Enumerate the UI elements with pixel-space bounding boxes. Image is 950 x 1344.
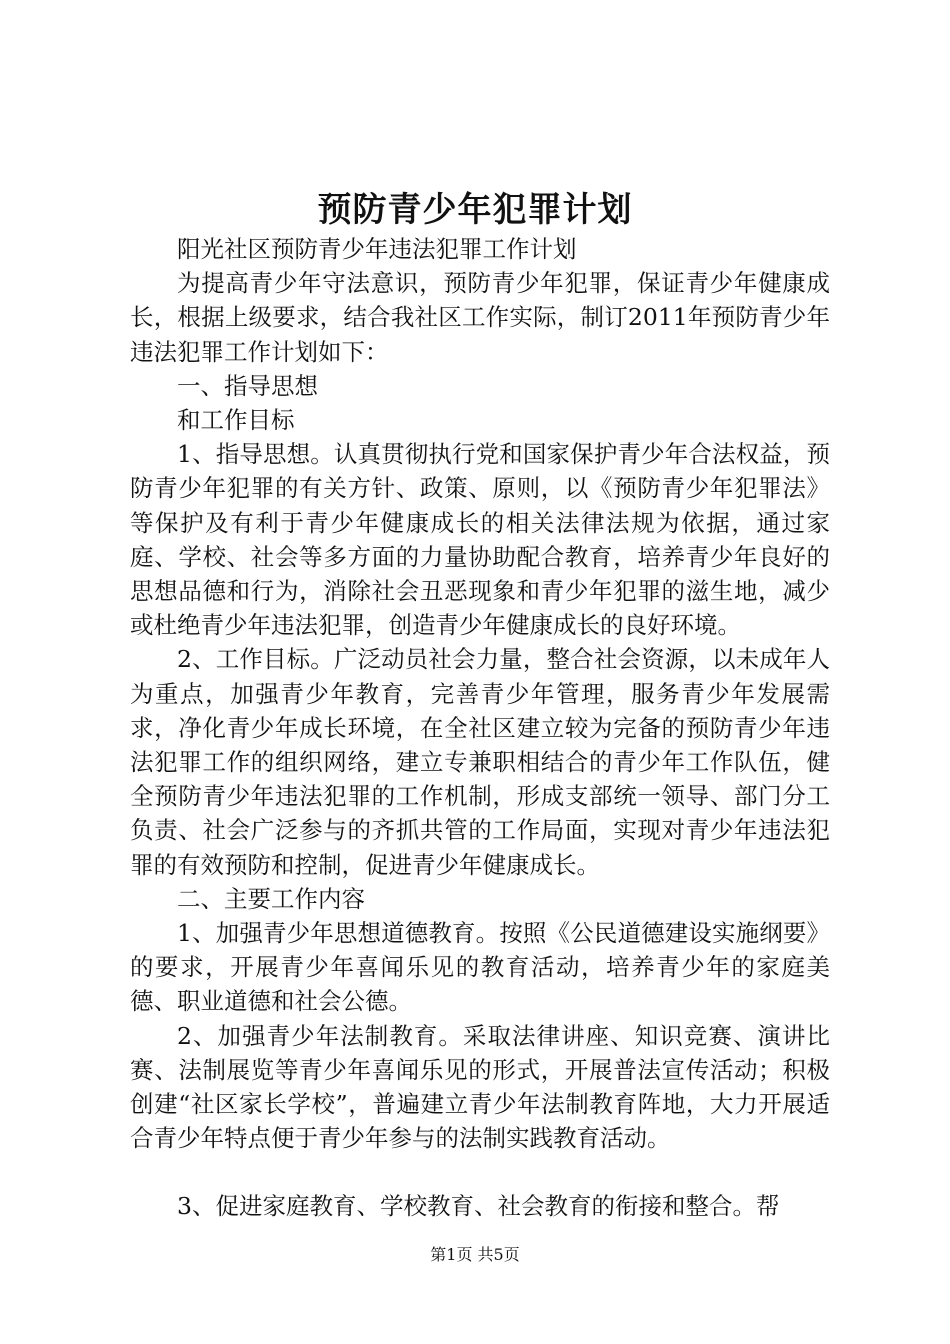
paragraph-intro: 为提高青少年守法意识，预防青少年犯罪，保证青少年健康成长，根据上级要求，结合我社区工作实际，制订2011年预防青少年违法犯罪工作计划如下： [130,269,830,366]
paragraph-legal-education: 2、加强青少年法制教育。采取法律讲座、知识竞赛、演讲比赛、法制展览等青少年喜闻乐见的形式，开展普法宣传活动；积极创建“社区家长学校”，普遍建立青少年法制教育阵地，大力开展适合青少年特点便于青少年参与的法制实践教育活动。 [130,1021,830,1153]
heading-work-goal: 和工作目标 [177,406,295,435]
paragraph-guiding-thought: 1、指导思想。认真贯彻执行党和国家保护青少年合法权益，预防青少年犯罪的有关方针、政策、原则，以《预防青少年犯罪法》等保护及有利于青少年健康成长的相关法律法规为依据，通过家庭、学校、社会等多方面的力量协助配合教育，培养青少年良好的思想品德和行为，消除社会丑恶现象和青少年犯罪的滋生地，减少或杜绝青少年违法犯罪，创造青少年健康成长的良好环境。 [130,440,830,640]
paragraph-subtitle: 阳光社区预防青少年违法犯罪工作计划 [177,235,577,263]
paragraph-education-integration: 3、促进家庭教育、学校教育、社会教育的衔接和整合。帮 [177,1192,780,1221]
paragraph-moral-education: 1、加强青少年思想道德教育。按照《公民道德建设实施纲要》的要求，开展青少年喜闻乐见的教育活动，培养青少年的家庭美德、职业道德和社会公德。 [130,919,830,1016]
page-footer: 第1页 共5页 [430,1245,520,1264]
heading-main-content: 二、主要工作内容 [177,884,365,913]
document-body [130,232,830,1224]
paragraph-work-goal: 2、工作目标。广泛动员社会力量，整合社会资源，以未成年人为重点，加强青少年教育，完善青少年管理，服务青少年发展需求，净化青少年成长环境，在全社区建立较为完备的预防青少年违法犯罪工作的组织网络，建立专兼职相结合的青少年工作队伍，健全预防青少年违法犯罪的工作机制，形成支部统一领导、部门分工负责、社会广泛参与的齐抓共管的工作局面，实现对青少年违法犯罪的有效预防和控制，促进青少年健康成长。 [130,645,830,879]
document-title: 预防青少年犯罪计划 [317,190,633,230]
heading-guiding-thought: 一、指导思想 [177,371,318,400]
